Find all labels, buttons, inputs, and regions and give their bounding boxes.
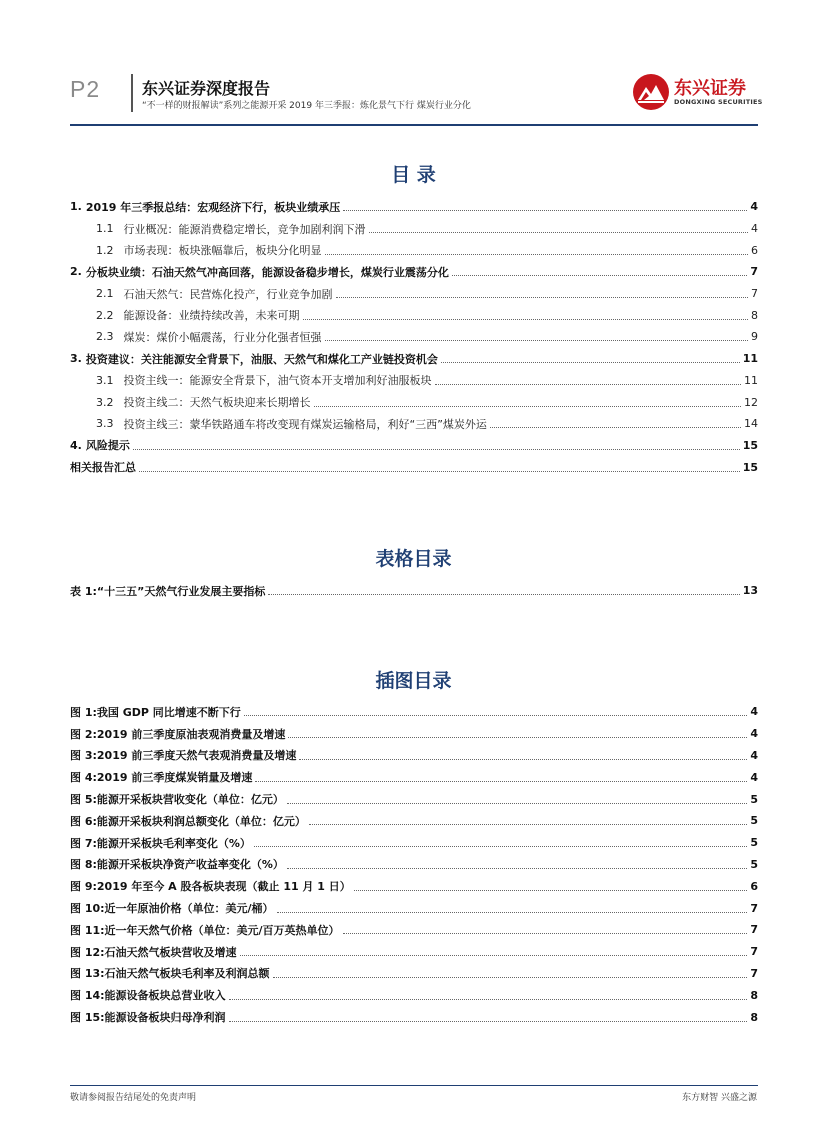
toc-heading: 目 录 [391, 164, 436, 186]
toc-entry-title: 相关报告汇总 [70, 461, 136, 475]
toc-entry-page: 14 [744, 417, 758, 431]
figure-entry[interactable] [70, 875, 758, 897]
toc-entry[interactable] [70, 261, 758, 283]
dot-leader [336, 289, 749, 298]
figure-entry-page: 5 [750, 814, 758, 828]
toc-entry-page: 9 [751, 330, 758, 344]
figure-entry-page: 7 [750, 945, 758, 959]
toc-entry-number: 3.1 [96, 373, 114, 387]
figure-entry[interactable] [70, 854, 758, 876]
toc-entry-page: 15 [742, 438, 758, 452]
toc-entry-number: 2.3 [96, 330, 114, 344]
toc-entry-number: 2.2 [96, 308, 114, 322]
toc-entry[interactable] [70, 413, 758, 435]
toc-entry-number: 3. [70, 352, 82, 366]
toc-entry-page: 12 [744, 395, 758, 409]
footer-rule [70, 1085, 758, 1086]
toc-list [70, 196, 758, 478]
figure-entry-title: 图 1:我国 GDP 同比增速不断下行 [70, 705, 241, 719]
figure-entry[interactable] [70, 832, 758, 854]
dot-leader [435, 376, 742, 385]
toc-entry-number: 4. [70, 438, 82, 452]
logo-mark-icon [632, 73, 670, 111]
toc-entry[interactable] [70, 196, 758, 218]
toc-entry-page: 7 [751, 287, 758, 301]
figure-entry-title: 图 12:石油天然气板块营收及增速 [70, 945, 237, 959]
toc-entry-number: 2. [70, 265, 82, 279]
toc-entry-title: 行业概况：能源消费稳定增长，竞争加剧利润下滑 [123, 222, 366, 236]
toc-entry[interactable] [70, 370, 758, 392]
figure-entry-title: 图 2:2019 前三季度原油表观消费量及增速 [70, 727, 286, 741]
figure-entry-title: 图 8:能源开采板块净资产收益率变化（%） [70, 858, 284, 872]
figure-entry-page: 8 [750, 1010, 758, 1024]
figure-entry[interactable] [70, 963, 758, 985]
page-number: P2 [70, 76, 101, 102]
table-entry-title: 表 1:“十三五”天然气行业发展主要指标 [70, 584, 266, 598]
table-entry-page: 13 [742, 584, 758, 598]
toc-entry-page: 8 [751, 308, 758, 322]
figure-entry[interactable] [70, 984, 758, 1006]
dot-leader [139, 463, 740, 472]
toc-entry[interactable] [70, 218, 758, 240]
logo-text-en: DONGXING SECURITIES [674, 98, 763, 106]
figure-entry[interactable] [70, 745, 758, 767]
dot-leader [288, 729, 747, 738]
figure-entry[interactable] [70, 788, 758, 810]
toc-entry-title: 投资建议：关注能源安全背景下，油服、天然气和煤化工产业链投资机会 [85, 352, 438, 366]
dot-leader [229, 991, 748, 1000]
dot-leader [343, 925, 748, 934]
figures-toc-heading: 插图目录 [375, 670, 452, 692]
toc-entry-page: 11 [742, 352, 758, 366]
toc-entry-title: 投资主线三：蒙华铁路通车将改变现有煤炭运输格局，利好“三西”煤炭外运 [123, 417, 487, 431]
figure-entry-title: 图 11:近一年天然气价格（单位：美元/百万英热单位） [70, 923, 340, 937]
figure-entry-page: 4 [750, 705, 758, 719]
figure-entry-title: 图 14:能源设备板块总营业收入 [70, 989, 226, 1003]
toc-entry-title: 石油天然气：民营炼化投产，行业竞争加剧 [123, 287, 333, 301]
dot-leader [490, 419, 741, 428]
dot-leader [287, 795, 747, 804]
footer-disclaimer: 敬请参阅报告结尾处的免责声明 [70, 1093, 197, 1103]
toc-entry-number: 1.1 [96, 222, 114, 236]
figure-entry-page: 6 [750, 879, 758, 893]
logo-text-cn: 东兴证券 [674, 78, 746, 99]
toc-entry-page: 6 [751, 243, 758, 257]
figure-entry-title: 图 4:2019 前三季度煤炭销量及增速 [70, 771, 253, 785]
figure-entry-page: 4 [750, 770, 758, 784]
dot-leader [268, 586, 739, 595]
dot-leader [287, 860, 747, 869]
dot-leader [354, 882, 748, 891]
figures-toc-list [70, 701, 758, 1028]
dot-leader [254, 838, 747, 847]
toc-entry[interactable] [70, 283, 758, 305]
table-entry[interactable] [70, 580, 758, 602]
tables-toc-heading: 表格目录 [375, 548, 452, 570]
dot-leader [369, 224, 749, 233]
dot-leader [255, 773, 747, 782]
figure-entry-page: 5 [750, 792, 758, 806]
dot-leader [309, 816, 747, 825]
dot-leader [303, 311, 749, 320]
footer-slogan: 东方财智 兴盛之源 [682, 1093, 757, 1103]
page-header [0, 0, 827, 130]
figure-entry-title: 图 5:能源开采板块营收变化（单位：亿元） [70, 793, 284, 807]
toc-entry-page: 4 [751, 222, 758, 236]
toc-entry-number: 3.2 [96, 395, 114, 409]
dot-leader [133, 441, 740, 450]
toc-entry[interactable] [70, 391, 758, 413]
toc-entry-page: 15 [742, 460, 758, 474]
figure-entry[interactable] [70, 897, 758, 919]
toc-entry-number: 3.3 [96, 417, 114, 431]
figure-entry-page: 5 [750, 836, 758, 850]
dot-leader [277, 904, 748, 913]
dot-leader [325, 332, 749, 341]
toc-entry[interactable] [70, 348, 758, 370]
figure-entry-title: 图 15:能源设备板块归母净利润 [70, 1011, 226, 1025]
toc-entry-title: 投资主线二：天然气板块迎来长期增长 [123, 396, 311, 410]
toc-entry-page: 4 [750, 200, 758, 214]
dot-leader [314, 398, 742, 407]
toc-entry-page: 11 [744, 373, 758, 387]
figure-entry-title: 图 7:能源开采板块毛利率变化（%） [70, 836, 251, 850]
figure-entry-page: 7 [750, 923, 758, 937]
figure-entry-title: 图 13:石油天然气板块毛利率及利润总额 [70, 967, 270, 981]
header-divider [131, 74, 133, 112]
figure-entry-page: 5 [750, 857, 758, 871]
dot-leader [299, 751, 747, 760]
tables-toc-list [70, 580, 758, 602]
toc-entry[interactable] [70, 239, 758, 261]
figure-entry-title: 图 6:能源开采板块利润总额变化（单位：亿元） [70, 814, 306, 828]
toc-entry-number: 1. [70, 200, 82, 214]
figure-entry-title: 图 3:2019 前三季度天然气表观消费量及增速 [70, 749, 297, 763]
dot-leader [343, 202, 747, 211]
figure-entry-page: 8 [750, 988, 758, 1002]
dot-leader [229, 1013, 748, 1022]
toc-entry-title: 2019 年三季报总结：宏观经济下行，板块业绩承压 [85, 200, 341, 214]
dot-leader [240, 947, 748, 956]
dot-leader [441, 354, 740, 363]
figure-entry-title: 图 9:2019 年至今 A 股各板块表现（截止 11 月 1 日） [70, 880, 351, 894]
company-logo [632, 72, 762, 112]
report-subtitle: “不一样的财报解读”系列之能源开采 2019 年三季报：炼化景气下行 煤炭行业分化 [142, 101, 471, 111]
figure-entry[interactable] [70, 766, 758, 788]
toc-entry[interactable] [70, 456, 758, 478]
toc-entry-number: 1.2 [96, 243, 114, 257]
toc-entry-title: 风险提示 [85, 439, 130, 453]
figure-entry[interactable] [70, 941, 758, 963]
dot-leader [452, 267, 748, 276]
toc-entry[interactable] [70, 435, 758, 457]
toc-entry-number: 2.1 [96, 287, 114, 301]
figure-entry-title: 图 10:近一年原油价格（单位：美元/桶） [70, 902, 274, 916]
dot-leader [244, 707, 748, 716]
figure-entry-page: 4 [750, 727, 758, 741]
figure-entry-page: 7 [750, 966, 758, 980]
figure-entry[interactable] [70, 1006, 758, 1028]
toc-entry-title: 分板块业绩：石油天然气冲高回落，能源设备稳步增长，煤炭行业震荡分化 [85, 265, 449, 279]
figure-entry[interactable] [70, 810, 758, 832]
report-title: 东兴证券深度报告 [142, 79, 271, 98]
toc-entry-title: 能源设备：业绩持续改善，未来可期 [123, 309, 300, 323]
figure-entry[interactable] [70, 919, 758, 941]
dot-leader [325, 246, 749, 255]
figure-entry-page: 4 [750, 748, 758, 762]
figure-entry[interactable] [70, 723, 758, 745]
toc-entry-title: 市场表现：板块涨幅靠后，板块分化明显 [123, 244, 322, 258]
toc-entry[interactable] [70, 304, 758, 326]
toc-entry-title: 投资主线一：能源安全背景下，油气资本开支增加利好油服板块 [123, 374, 432, 388]
dot-leader [273, 969, 748, 978]
figure-entry[interactable] [70, 701, 758, 723]
toc-entry-title: 煤炭：煤价小幅震荡，行业分化强者恒强 [123, 330, 322, 344]
header-rule [70, 124, 758, 126]
toc-entry[interactable] [70, 326, 758, 348]
toc-entry-page: 7 [750, 265, 758, 279]
figure-entry-page: 7 [750, 901, 758, 915]
